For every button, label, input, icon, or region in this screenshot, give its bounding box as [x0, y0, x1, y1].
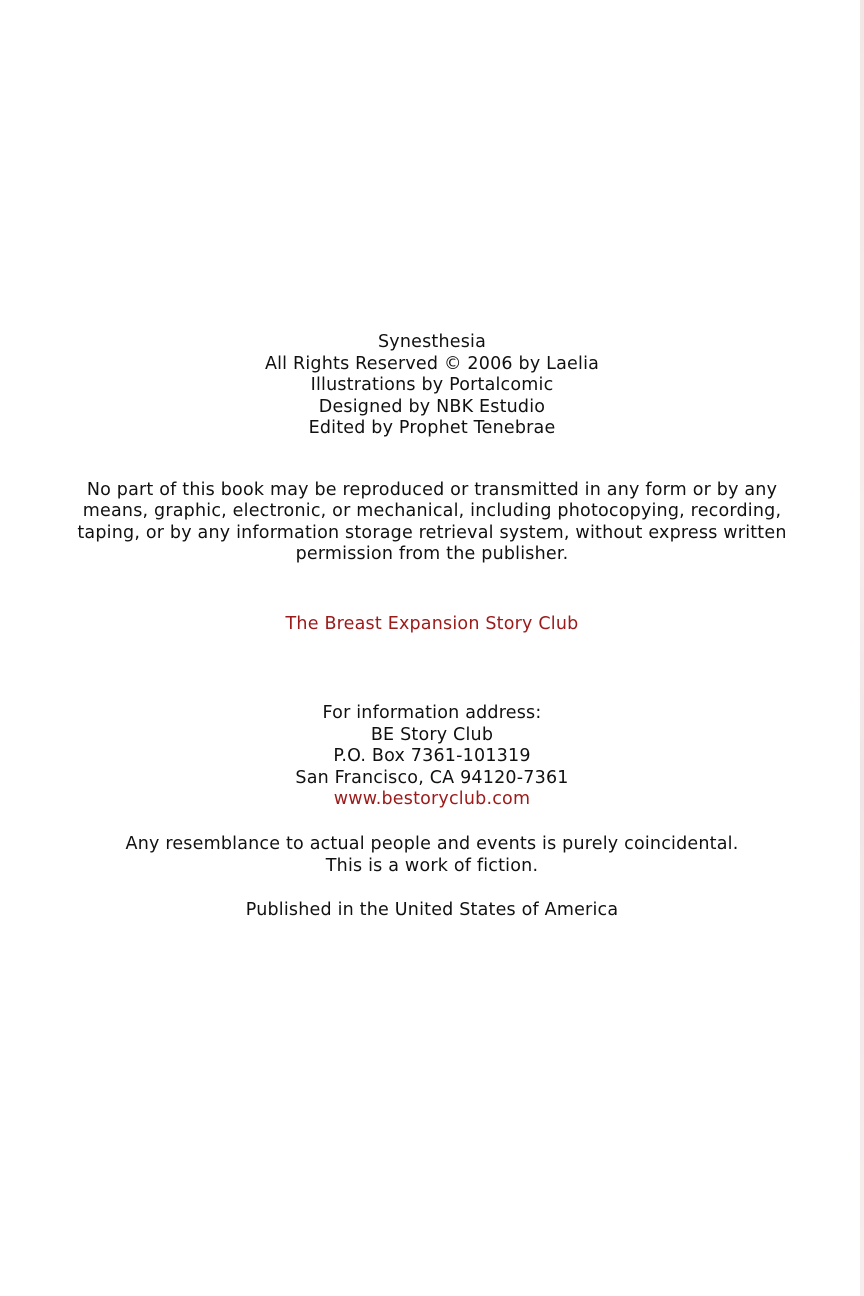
credits-block	[0, 332, 864, 440]
address-name: BE Story Club	[370, 724, 494, 745]
page-edge-strip	[860, 0, 864, 1296]
website-link[interactable]: www.bestoryclub.com	[333, 789, 531, 809]
disclaimer-line-2: This is a work of fiction.	[325, 855, 539, 876]
copyright-line: All Rights Reserved © 2006 by Laelia	[264, 353, 600, 374]
design-credit: Designed by NBK Estudio	[318, 396, 546, 417]
club-name: The Breast Expansion Story Club	[285, 614, 579, 634]
address-block	[0, 703, 864, 811]
illustrations-credit: Illustrations by Portalcomic	[310, 375, 554, 395]
address-heading: For information address:	[322, 703, 542, 723]
address-po-box: P.O. Box 7361-101319	[333, 746, 531, 766]
editor-credit: Edited by Prophet Tenebrae	[308, 418, 556, 438]
book-title: Synesthesia	[377, 332, 487, 352]
disclaimer-line-1: Any resemblance to actual people and events is purely coincidental.	[125, 834, 739, 854]
rights-notice: No part of this book may be reproduced or transmitted in any form or by any means, graphic, electronic, or mechanical, including photocopying, recording, taping, or by any information storage retrieval system, without express written permission from the publisher.	[77, 479, 787, 564]
published-notice: Published in the United States of America	[245, 900, 619, 920]
disclaimer-block	[0, 834, 864, 877]
address-city: San Francisco, CA 94120-7361	[295, 767, 569, 788]
